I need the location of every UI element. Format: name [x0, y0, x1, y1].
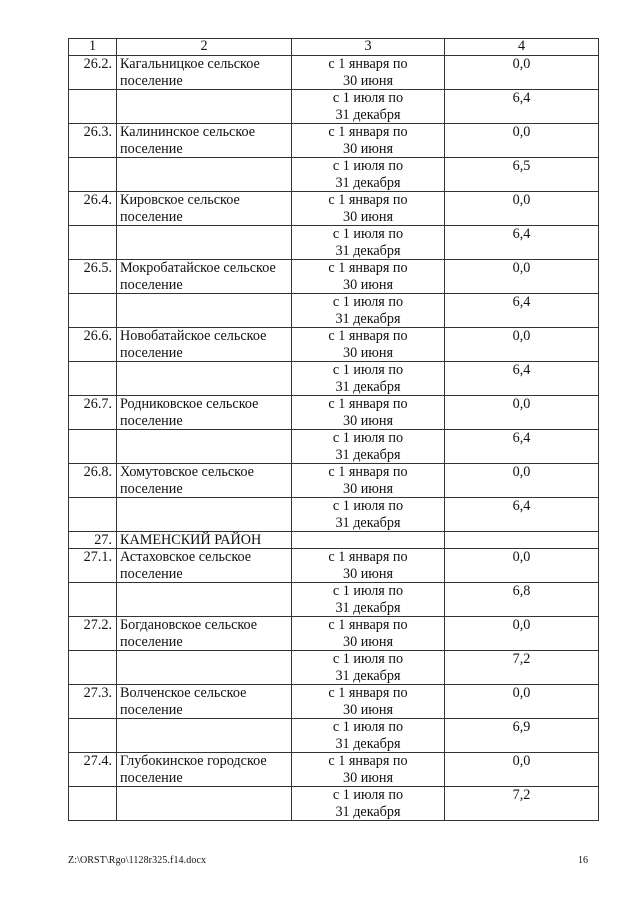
settlement-name-line: поселение	[120, 701, 183, 718]
period-line: 30 июня	[342, 412, 394, 429]
footer-page-number: 16	[578, 855, 588, 866]
rate-value	[445, 532, 599, 549]
settlement-name-line: Богдановское сельское	[120, 617, 258, 633]
table-row	[69, 192, 599, 226]
row-number: 26.7.	[69, 396, 117, 430]
table-row	[69, 583, 599, 617]
table-row	[69, 464, 599, 498]
period	[292, 328, 445, 362]
settlement-name	[117, 685, 292, 719]
table-row	[69, 158, 599, 192]
period	[292, 651, 445, 685]
rate-value: 0,0	[445, 124, 599, 158]
period-line: 30 июня	[342, 769, 394, 786]
rate-value: 0,0	[445, 56, 599, 90]
settlement-name	[117, 90, 292, 124]
period	[292, 124, 445, 158]
rate-value: 0,0	[445, 396, 599, 430]
period-line: с 1 июля по	[332, 787, 404, 803]
period	[292, 430, 445, 464]
table-row	[69, 685, 599, 719]
settlement-name	[117, 260, 292, 294]
rate-value: 0,0	[445, 753, 599, 787]
period-line: 30 июня	[342, 344, 394, 361]
row-number: 26.4.	[69, 192, 117, 226]
rate-value: 6,4	[445, 226, 599, 260]
period-line: 30 июня	[342, 208, 394, 225]
rate-value: 6,4	[445, 362, 599, 396]
table-row	[69, 226, 599, 260]
period-line: 31 декабря	[335, 803, 401, 820]
period-line: 31 декабря	[335, 310, 401, 327]
settlement-name-line: поселение	[120, 412, 183, 429]
rates-table	[68, 38, 599, 821]
table-row	[69, 260, 599, 294]
settlement-name-line: Хомутовское сельское	[120, 464, 254, 480]
period-line: 31 декабря	[335, 174, 401, 191]
rate-value: 0,0	[445, 685, 599, 719]
settlement-name-line: поселение	[120, 565, 183, 582]
district-row	[69, 532, 599, 549]
table-row	[69, 787, 599, 821]
settlement-name	[117, 787, 292, 821]
settlement-name-line: поселение	[120, 344, 183, 361]
table-row	[69, 124, 599, 158]
header-col-4: 4	[445, 39, 599, 56]
period-line: с 1 января по	[328, 260, 408, 276]
row-number	[69, 362, 117, 396]
settlement-name-line: поселение	[120, 140, 183, 157]
table-row	[69, 430, 599, 464]
settlement-name-line: поселение	[120, 276, 183, 293]
row-number: 27.	[69, 532, 117, 549]
table-row	[69, 753, 599, 787]
period-line: 30 июня	[342, 276, 394, 293]
period-line: 30 июня	[342, 140, 394, 157]
settlement-name	[117, 396, 292, 430]
period	[292, 192, 445, 226]
period	[292, 56, 445, 90]
period	[292, 396, 445, 430]
settlement-name	[117, 651, 292, 685]
row-number	[69, 294, 117, 328]
period	[292, 498, 445, 532]
table-row	[69, 362, 599, 396]
period-line: с 1 января по	[328, 464, 408, 480]
rate-value: 0,0	[445, 192, 599, 226]
row-number	[69, 158, 117, 192]
row-number	[69, 787, 117, 821]
row-number: 26.6.	[69, 328, 117, 362]
rate-value: 0,0	[445, 549, 599, 583]
row-number: 26.2.	[69, 56, 117, 90]
period-line: с 1 января по	[328, 685, 408, 701]
rate-value: 6,4	[445, 90, 599, 124]
period-line: 30 июня	[342, 565, 394, 582]
rate-value: 0,0	[445, 464, 599, 498]
period-line: 31 декабря	[335, 599, 401, 616]
rate-value: 0,0	[445, 260, 599, 294]
period-line: с 1 января по	[328, 617, 408, 633]
settlement-name	[117, 158, 292, 192]
period-line: с 1 января по	[328, 124, 408, 140]
settlement-name	[117, 498, 292, 532]
period-line: 30 июня	[342, 633, 394, 650]
settlement-name-line: Родниковское сельское	[120, 396, 259, 412]
period	[292, 685, 445, 719]
period-line: 31 декабря	[335, 446, 401, 463]
period	[292, 226, 445, 260]
rate-value: 0,0	[445, 617, 599, 651]
row-number: 26.8.	[69, 464, 117, 498]
period-line: 31 декабря	[335, 242, 401, 259]
period-line: с 1 июля по	[332, 226, 404, 242]
period-line: с 1 января по	[328, 192, 408, 208]
period-line: с 1 января по	[328, 328, 408, 344]
period-line: с 1 июля по	[332, 90, 404, 106]
settlement-name	[117, 617, 292, 651]
table-row	[69, 719, 599, 753]
row-number	[69, 430, 117, 464]
header-col-1: 1	[69, 39, 117, 56]
rate-value: 6,5	[445, 158, 599, 192]
period	[292, 583, 445, 617]
settlement-name	[117, 549, 292, 583]
settlement-name	[117, 192, 292, 226]
period	[292, 787, 445, 821]
rate-value: 0,0	[445, 328, 599, 362]
rate-value: 7,2	[445, 651, 599, 685]
settlement-name-line: Мокробатайское сельское	[120, 260, 276, 276]
rate-value: 6,4	[445, 498, 599, 532]
period-line: с 1 января по	[328, 396, 408, 412]
settlement-name-line: Астаховское сельское	[120, 549, 252, 565]
footer-file-path: Z:\ORST\Rgo\1128r325.f14.docx	[68, 855, 207, 866]
period-line: 31 декабря	[335, 378, 401, 395]
period-line: с 1 июля по	[332, 158, 404, 174]
settlement-name-line: КАМЕНСКИЙ РАЙОН	[120, 532, 262, 548]
settlement-name	[117, 56, 292, 90]
row-number: 27.1.	[69, 549, 117, 583]
period	[292, 362, 445, 396]
table-row	[69, 90, 599, 124]
period-line: 30 июня	[342, 480, 394, 497]
settlement-name-line: Волченское сельское	[120, 685, 247, 701]
period-line: с 1 января по	[328, 549, 408, 565]
settlement-name	[117, 328, 292, 362]
settlement-name	[117, 226, 292, 260]
settlement-name-line: Глубокинское городское	[120, 753, 267, 769]
table-row	[69, 294, 599, 328]
settlement-name	[117, 753, 292, 787]
settlement-name-line: Кагальницкое сельское	[120, 56, 260, 72]
settlement-name-line: Калининское сельское	[120, 124, 256, 140]
rate-value: 6,8	[445, 583, 599, 617]
header-col-2: 2	[117, 39, 292, 56]
period	[292, 719, 445, 753]
period-line: с 1 июля по	[332, 362, 404, 378]
period	[292, 549, 445, 583]
period	[292, 294, 445, 328]
settlement-name	[117, 464, 292, 498]
table-body	[69, 39, 599, 821]
rate-value: 6,9	[445, 719, 599, 753]
period	[292, 617, 445, 651]
row-number: 26.5.	[69, 260, 117, 294]
row-number: 26.3.	[69, 124, 117, 158]
rate-value: 6,4	[445, 294, 599, 328]
row-number	[69, 583, 117, 617]
header-col-3: 3	[292, 39, 445, 56]
settlement-name-line: поселение	[120, 72, 183, 89]
period-line: 31 декабря	[335, 514, 401, 531]
period	[292, 532, 445, 549]
row-number: 27.4.	[69, 753, 117, 787]
period-line: с 1 июля по	[332, 583, 404, 599]
period-line: с 1 января по	[328, 56, 408, 72]
table-row	[69, 498, 599, 532]
table-row	[69, 549, 599, 583]
table-row	[69, 56, 599, 90]
table-header-row	[69, 39, 599, 56]
row-number	[69, 498, 117, 532]
row-number	[69, 90, 117, 124]
settlement-name-line: поселение	[120, 633, 183, 650]
settlement-name	[117, 532, 292, 549]
settlement-name-line: поселение	[120, 208, 183, 225]
period-line: с 1 января по	[328, 753, 408, 769]
period-line: 30 июня	[342, 701, 394, 718]
period	[292, 90, 445, 124]
settlement-name	[117, 583, 292, 617]
settlement-name	[117, 124, 292, 158]
row-number: 27.3.	[69, 685, 117, 719]
period-line: 31 декабря	[335, 735, 401, 752]
row-number	[69, 719, 117, 753]
settlement-name	[117, 294, 292, 328]
period-line: 31 декабря	[335, 106, 401, 123]
period	[292, 158, 445, 192]
period	[292, 260, 445, 294]
settlement-name	[117, 362, 292, 396]
row-number	[69, 651, 117, 685]
settlement-name-line: поселение	[120, 769, 183, 786]
settlement-name	[117, 430, 292, 464]
period	[292, 753, 445, 787]
settlement-name-line: Кировское сельское	[120, 192, 240, 208]
row-number: 27.2.	[69, 617, 117, 651]
settlement-name-line: Новобатайское сельское	[120, 328, 267, 344]
period-line: 31 декабря	[335, 667, 401, 684]
period-line: с 1 июля по	[332, 651, 404, 667]
table-row	[69, 328, 599, 362]
settlement-name-line: поселение	[120, 480, 183, 497]
rate-value: 6,4	[445, 430, 599, 464]
settlement-name	[117, 719, 292, 753]
period-line: с 1 июля по	[332, 719, 404, 735]
period-line: с 1 июля по	[332, 294, 404, 310]
rate-value: 7,2	[445, 787, 599, 821]
period-line: с 1 июля по	[332, 498, 404, 514]
table-row	[69, 651, 599, 685]
period	[292, 464, 445, 498]
table-row	[69, 396, 599, 430]
period-line: 30 июня	[342, 72, 394, 89]
row-number	[69, 226, 117, 260]
table-row	[69, 617, 599, 651]
period-line: с 1 июля по	[332, 430, 404, 446]
